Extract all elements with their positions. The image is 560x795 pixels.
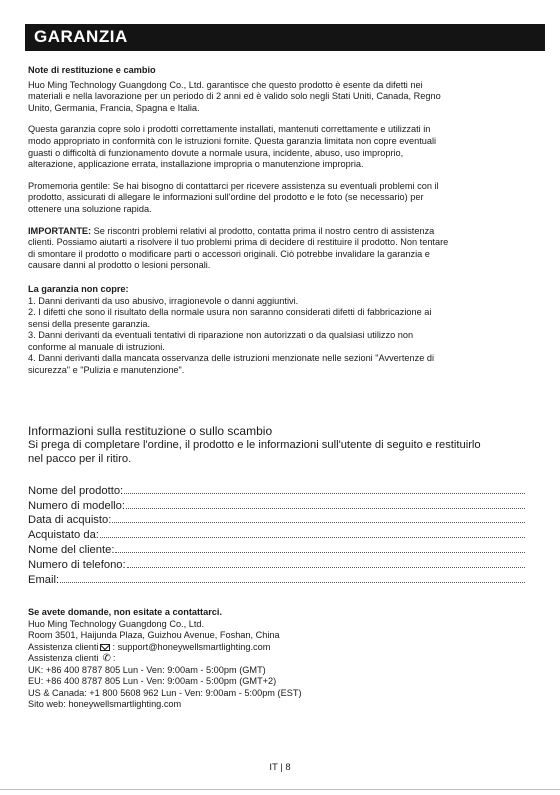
paragraph-line: alterazione, applicazione errata, installazione impropria o manutenzione impropria. [28,159,364,170]
purchase-date-field[interactable] [112,522,525,523]
field-label: Numero di telefono: [28,558,126,571]
returns-heading: Note di restituzione e cambio [28,65,156,75]
field-label: Nome del prodotto: [28,484,124,497]
field-label: Data di acquisto: [28,514,112,527]
field-label: Email: [28,573,60,586]
phone-uk: UK: +86 400 8787 805 Lun - Ven: 9:00am - 5:00pm (GMT) [28,664,266,675]
company-address: Room 3501, Haijunda Plaza, Guizhou Avenue, Foshan, China [28,630,280,640]
form-row [28,556,525,571]
important-label: IMPORTANTE: [28,225,92,236]
exclusions-heading: La garanzia non copre: [28,283,129,294]
form-row [28,571,525,586]
exclusion-line: 3. Danni derivanti da eventuali tentativi di riparazione non autorizzati o da qualsiasi utilizzo non [28,330,414,341]
customer-name-field[interactable] [115,552,525,553]
field-label: Nome del cliente: [28,543,115,556]
paragraph-line: Promemoria gentile: Se hai bisogno di contattarci per ricevere assistenza su eventuali problemi con il [28,180,439,191]
field-label: Numero di modello: [28,499,126,512]
exclusion-line: 4. Danni derivanti dalla mancata osservanza delle istruzioni menzionate nelle sezioni "Avvertenze di [28,353,435,364]
exclusion-line: conforme al manuale di istruzioni. [28,341,165,352]
contact-section [28,607,528,711]
exclusion-line: 1. Danni derivanti da uso abusivo, irragionevole o danni aggiuntivi. [28,295,299,306]
paragraph-line: ottenere una soluzione rapida. [28,203,152,214]
page-number: IT | 8 [269,762,291,773]
paragraph-line: prodotto, assicurati di allegare le informazioni sull'ordine del prodotto e le foto (se necessario) per [28,192,424,203]
return-info-intro: Si prega di completare l'ordine, il prodotto e le informazioni sull'utente di seguito e restituirlo [28,439,481,451]
paragraph-line: causare danni al prodotto o lesioni personali. [28,260,211,271]
warranty-body [28,65,528,377]
paragraph-line: Huo Ming Technology Guangdong Co., Ltd. garantisce che questo prodotto è esente da difetti nei [28,79,423,90]
form-row [28,526,525,541]
paragraph-line: materiali e nella lavorazione per un periodo di 2 anni ed è valido solo negli Stati Uniti, Canada, Regno [28,91,441,102]
website-link[interactable]: Sito web: honeywellsmartlighting.com [28,699,182,709]
support-email[interactable]: : support@honeywellsmartlighting.com [112,641,271,652]
purchased-from-field[interactable] [100,537,525,538]
return-info-intro: nel pacco per il ritiro. [28,453,132,465]
return-form [28,482,525,586]
form-row [28,512,525,527]
paragraph-line: modo appropriato in conformità con le istruzioni fornite. Questa garanzia limitata non copre eventuali [28,135,437,146]
section-banner [25,24,545,51]
paragraph-line: di smontare il prodotto o modificare parti o accessori originali. Ciò potrebbe invalidare la garanzia e [28,248,430,259]
exclusion-line: sicurezza" e "Pulizia e manutenzione". [28,365,185,376]
envelope-icon [100,644,110,651]
important-text: Se riscontri problemi relativi al prodotto, contatta prima il nostro centro di assistenza [91,225,435,236]
form-row [28,482,525,497]
phone-support-line: Assistenza clienti ✆ : [28,653,116,664]
model-number-field[interactable] [126,508,525,509]
important-line [28,226,528,238]
phone-us: US & Canada: +1 800 5608 962 Lun - Ven: 9:00am - 5:00pm (EST) [28,687,302,698]
return-info-heading: Informazioni sulla restituzione o sullo scambio [28,424,273,438]
form-row [28,541,525,556]
paragraph-line: Questa garanzia copre solo i prodotti correttamente installati, mantenuti correttamente e utilizzati in [28,124,431,135]
email-field[interactable] [60,582,525,583]
company-name: Huo Ming Technology Guangdong Co., Ltd. [28,618,205,629]
exclusion-line: sensi della presente garanzia. [28,318,151,329]
phone-eu: EU: +86 400 8787 805 Lun - Ven: 9:00am - 5:00pm (GMT+2) [28,676,277,686]
paragraph-line: guasti o difficoltà di funzionamento dovute a normale usura, incidente, abuso, uso improprio, [28,147,404,158]
form-row [28,497,525,512]
product-name-field[interactable] [124,493,525,494]
email-support-line: Assistenza clienti : support@honeywellsmartlighting.com [28,641,271,652]
field-label: Acquistato da: [28,529,99,542]
phone-icon: ✆ [102,653,111,664]
banner-title: GARANZIA [34,27,128,46]
exclusion-line: 2. I difetti che sono il risultato della normale usura non saranno considerati difetti di fabbricazione ai [28,307,432,318]
footer-divider [0,789,560,790]
paragraph-line: Unito, Germania, Francia, Spagna e Italia. [28,102,200,113]
contact-heading: Se avete domande, non esitate a contattarci. [28,607,223,617]
phone-number-field[interactable] [127,567,525,568]
paragraph-line: clienti. Possiamo aiutarti a risolvere il tuo problemi prima di decidere di restituire il prodotto. Non tentare [28,237,449,248]
return-info-section [28,424,533,466]
